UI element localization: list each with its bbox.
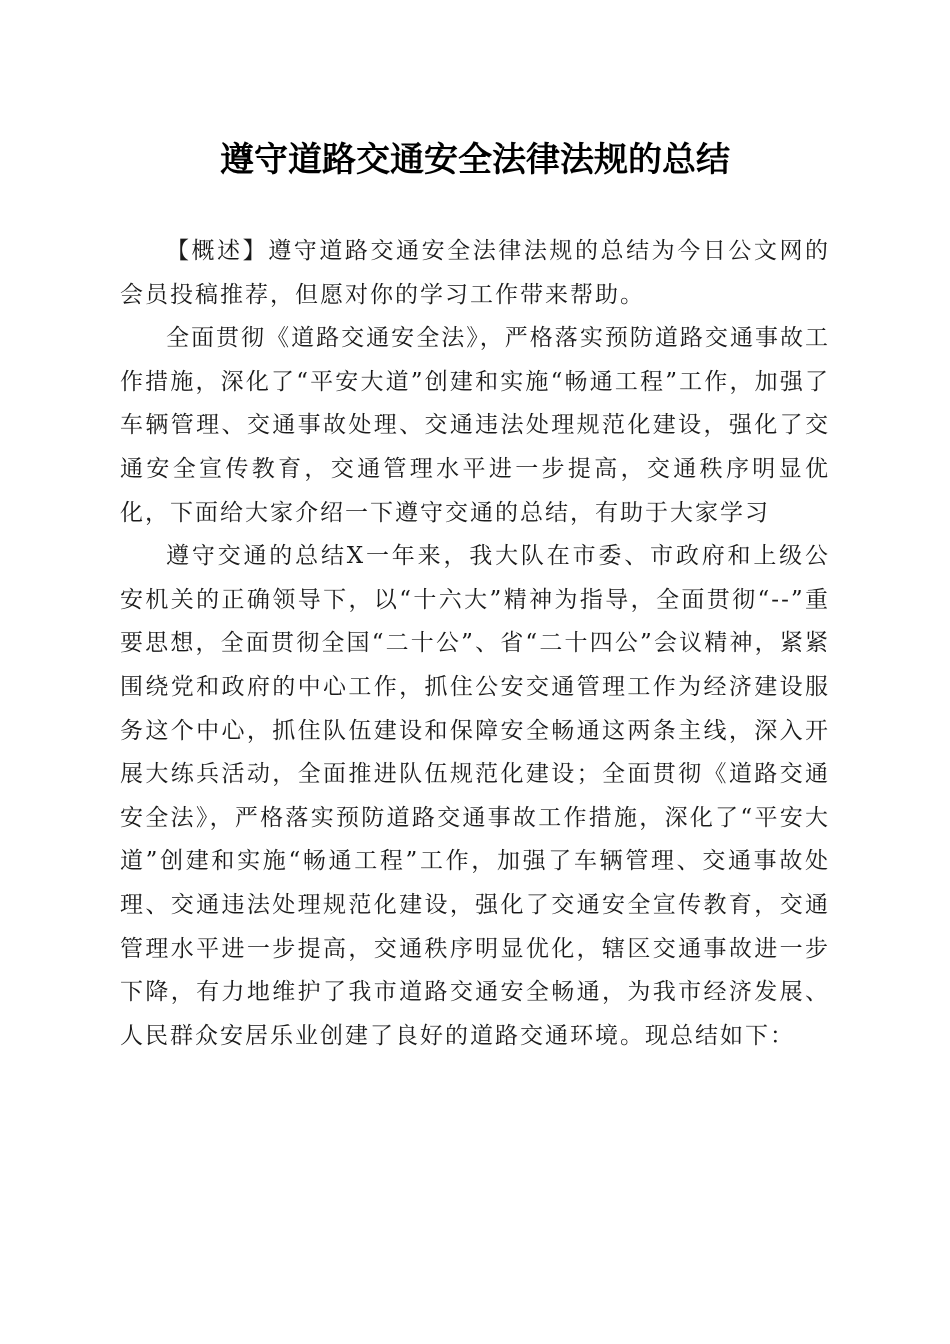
document-body: [120, 230, 830, 1058]
paragraph-main: 遵守交通的总结X一年来，我大队在市委、市政府和上级公安机关的正确领导下，以“十六大”精神为指导，全面贯彻“--”重要思想，全面贯彻全国“二十公”、省“二十四公”会议精神，紧紧围绕党和政府的中心工作，抓住公安交通管理工作为经济建设服务这个中心，抓住队伍建设和保障安全畅通这两条主线，深入开展大练兵活动，全面推进队伍规范化建设；全面贯彻《道路交通安全法》，严格落实预防道路交通事故工作措施，深化了“平安大道”创建和实施“畅通工程”工作，加强了车辆管理、交通事故处理、交通违法处理规范化建设，强化了交通安全宣传教育，交通管理水平进一步提高，交通秩序明显优化，辖区交通事故进一步下降，有力地维护了我市道路交通安全畅通，为我市经济发展、人民群众安居乐业创建了良好的道路交通环境。现总结如下：: [120, 543, 830, 1049]
paragraph-summary: 【概述】遵守道路交通安全法律法规的总结为今日公文网的会员投稿推荐，但愿对你的学习工作带来帮助。: [120, 238, 830, 308]
paragraph-intro: 全面贯彻《道路交通安全法》，严格落实预防道路交通事故工作措施，深化了“平安大道”创建和实施“畅通工程”工作，加强了车辆管理、交通事故处理、交通违法处理规范化建设，强化了交通安全宣传教育，交通管理水平进一步提高，交通秩序明显优化，下面给大家介绍一下遵守交通的总结，有助于大家学习: [120, 325, 830, 526]
document-title: 遵守道路交通安全法律法规的总结: [220, 140, 730, 180]
